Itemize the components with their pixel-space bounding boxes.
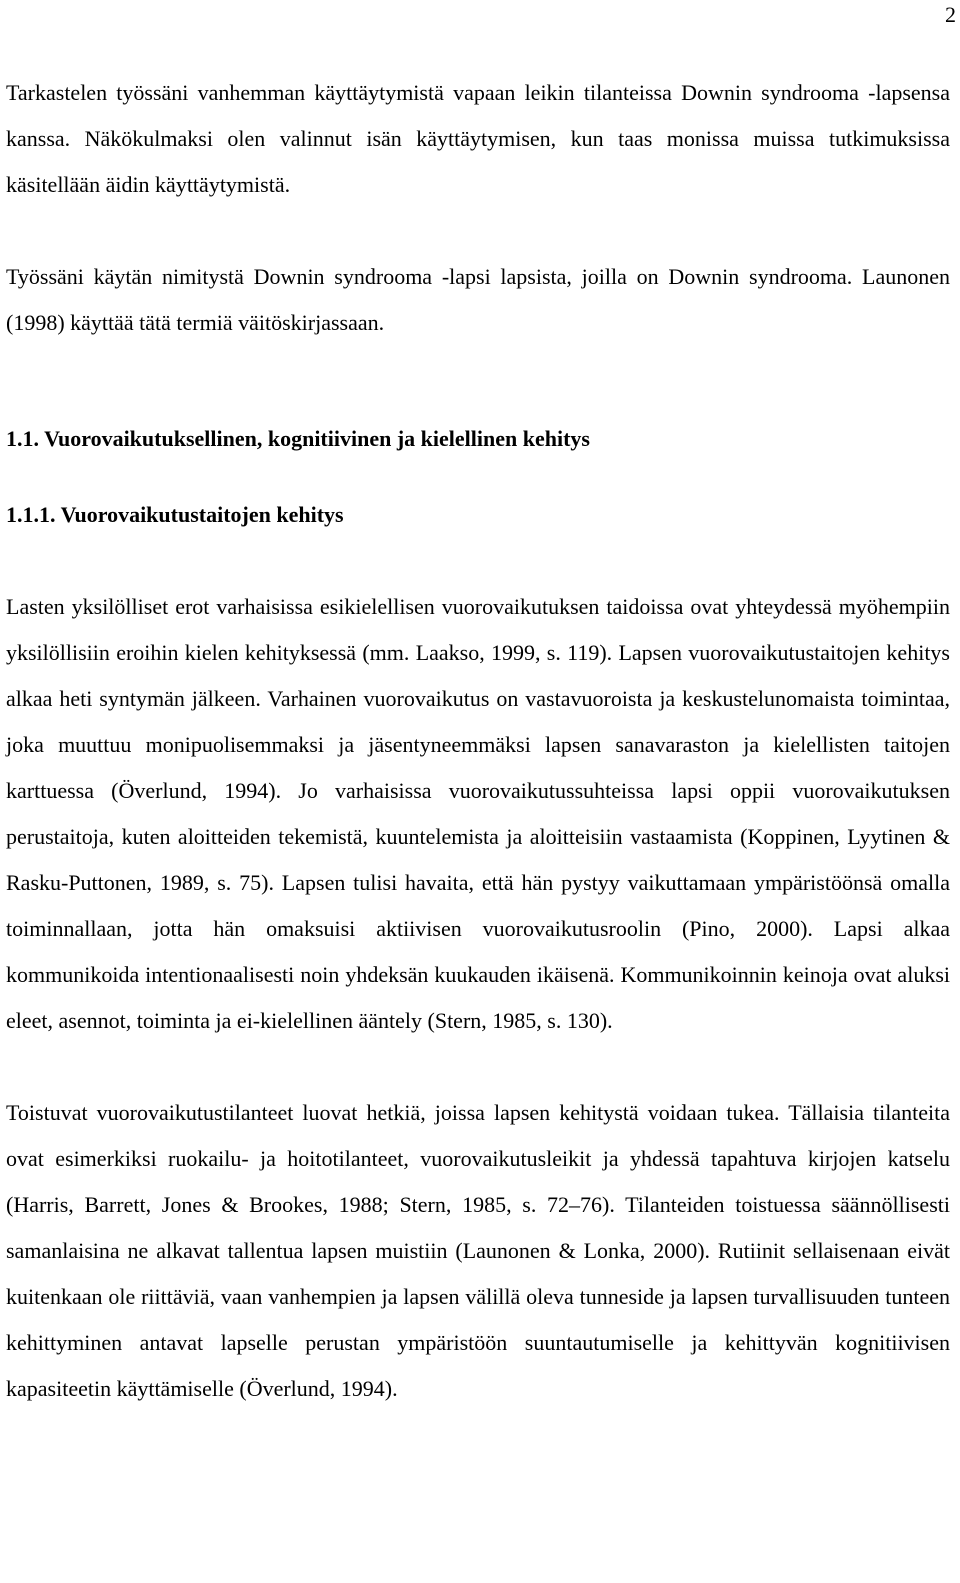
- document-body: [6, 70, 950, 1412]
- paragraph-intro-2: Työssäni käytän nimitystä Downin syndrooma -lapsi lapsista, joilla on Downin syndrooma. Launonen (1998) käyttää tätä termiä väitöskirjassaan.: [6, 264, 950, 335]
- paragraph-body-1: Lasten yksilölliset erot varhaisissa esikielellisen vuorovaikutuksen taidoissa ovat yhteydessä myöhempiin yksilöllisiin eroihin kielen kehityksessä (mm. Laakso, 1999, s. 119). Lapsen vuorovaikutustaitojen kehitys alkaa heti syntymän jälkeen. Varhainen vuorovaikutus on vastavuoroista ja keskustelunomaista toimintaa, joka muuttuu monipuolisemmaksi ja jäsentyneemmäksi lapsen sanavaraston ja kielellisten taitojen karttuessa (Överlund, 1994). Jo varhaisissa vuorovaikutussuhteissa lapsi oppii vuorovaikutuksen perustaitoja, kuten aloitteiden tekemistä, kuuntelemista ja aloitteisiin vastaamista (Koppinen, Lyytinen & Rasku-Puttonen, 1989, s. 75). Lapsen tulisi havaita, että hän pystyy vaikuttamaan ympäristöönsä omalla toiminnallaan, jotta hän omaksuisi aktiivisen vuorovaikutusroolin (Pino, 2000). Lapsi alkaa kommunikoida intentionaalisesti noin yhdeksän kuukauden ikäisenä. Kommunikoinnin keinoja ovat aluksi eleet, asennot, toiminta ja ei-kielellinen ääntely (Stern, 1985, s. 130).: [6, 594, 950, 1033]
- paragraph-intro-1: Tarkastelen työssäni vanhemman käyttäytymistä vapaan leikin tilanteissa Downin syndrooma -lapsensa kanssa. Näkökulmaksi olen valinnut isän käyttäytymisen, kun taas monissa muissa tutkimuksissa käsitellään äidin käyttäytymistä.: [6, 80, 950, 197]
- section-heading: 1.1. Vuorovaikutuksellinen, kognitiivinen ja kielellinen kehitys: [6, 426, 590, 451]
- subsection-heading: 1.1.1. Vuorovaikutustaitojen kehitys: [6, 502, 344, 527]
- paragraph-body-2: Toistuvat vuorovaikutustilanteet luovat hetkiä, joissa lapsen kehitystä voidaan tukea. Tällaisia tilanteita ovat esimerkiksi ruokailu- ja hoitotilanteet, vuorovaikutusleikit ja yhdessä tapahtuva kirjojen katselu (Harris, Barrett, Jones & Brookes, 1988; Stern, 1985, s. 72–76). Tilanteiden toistuessa säännöllisesti samanlaisina ne alkavat tallentua lapsen muistiin (Launonen & Lonka, 2000). Rutiinit sellaisenaan eivät kuitenkaan ole riittäviä, vaan vanhempien ja lapsen välillä oleva tunneside ja lapsen turvallisuuden tunteen kehittyminen antavat lapselle perustan ympäristöön suuntautumiselle ja kehittyvän kognitiivisen kapasiteetin käyttämiselle (Överlund, 1994).: [6, 1100, 950, 1401]
- page-number: 2: [945, 2, 956, 27]
